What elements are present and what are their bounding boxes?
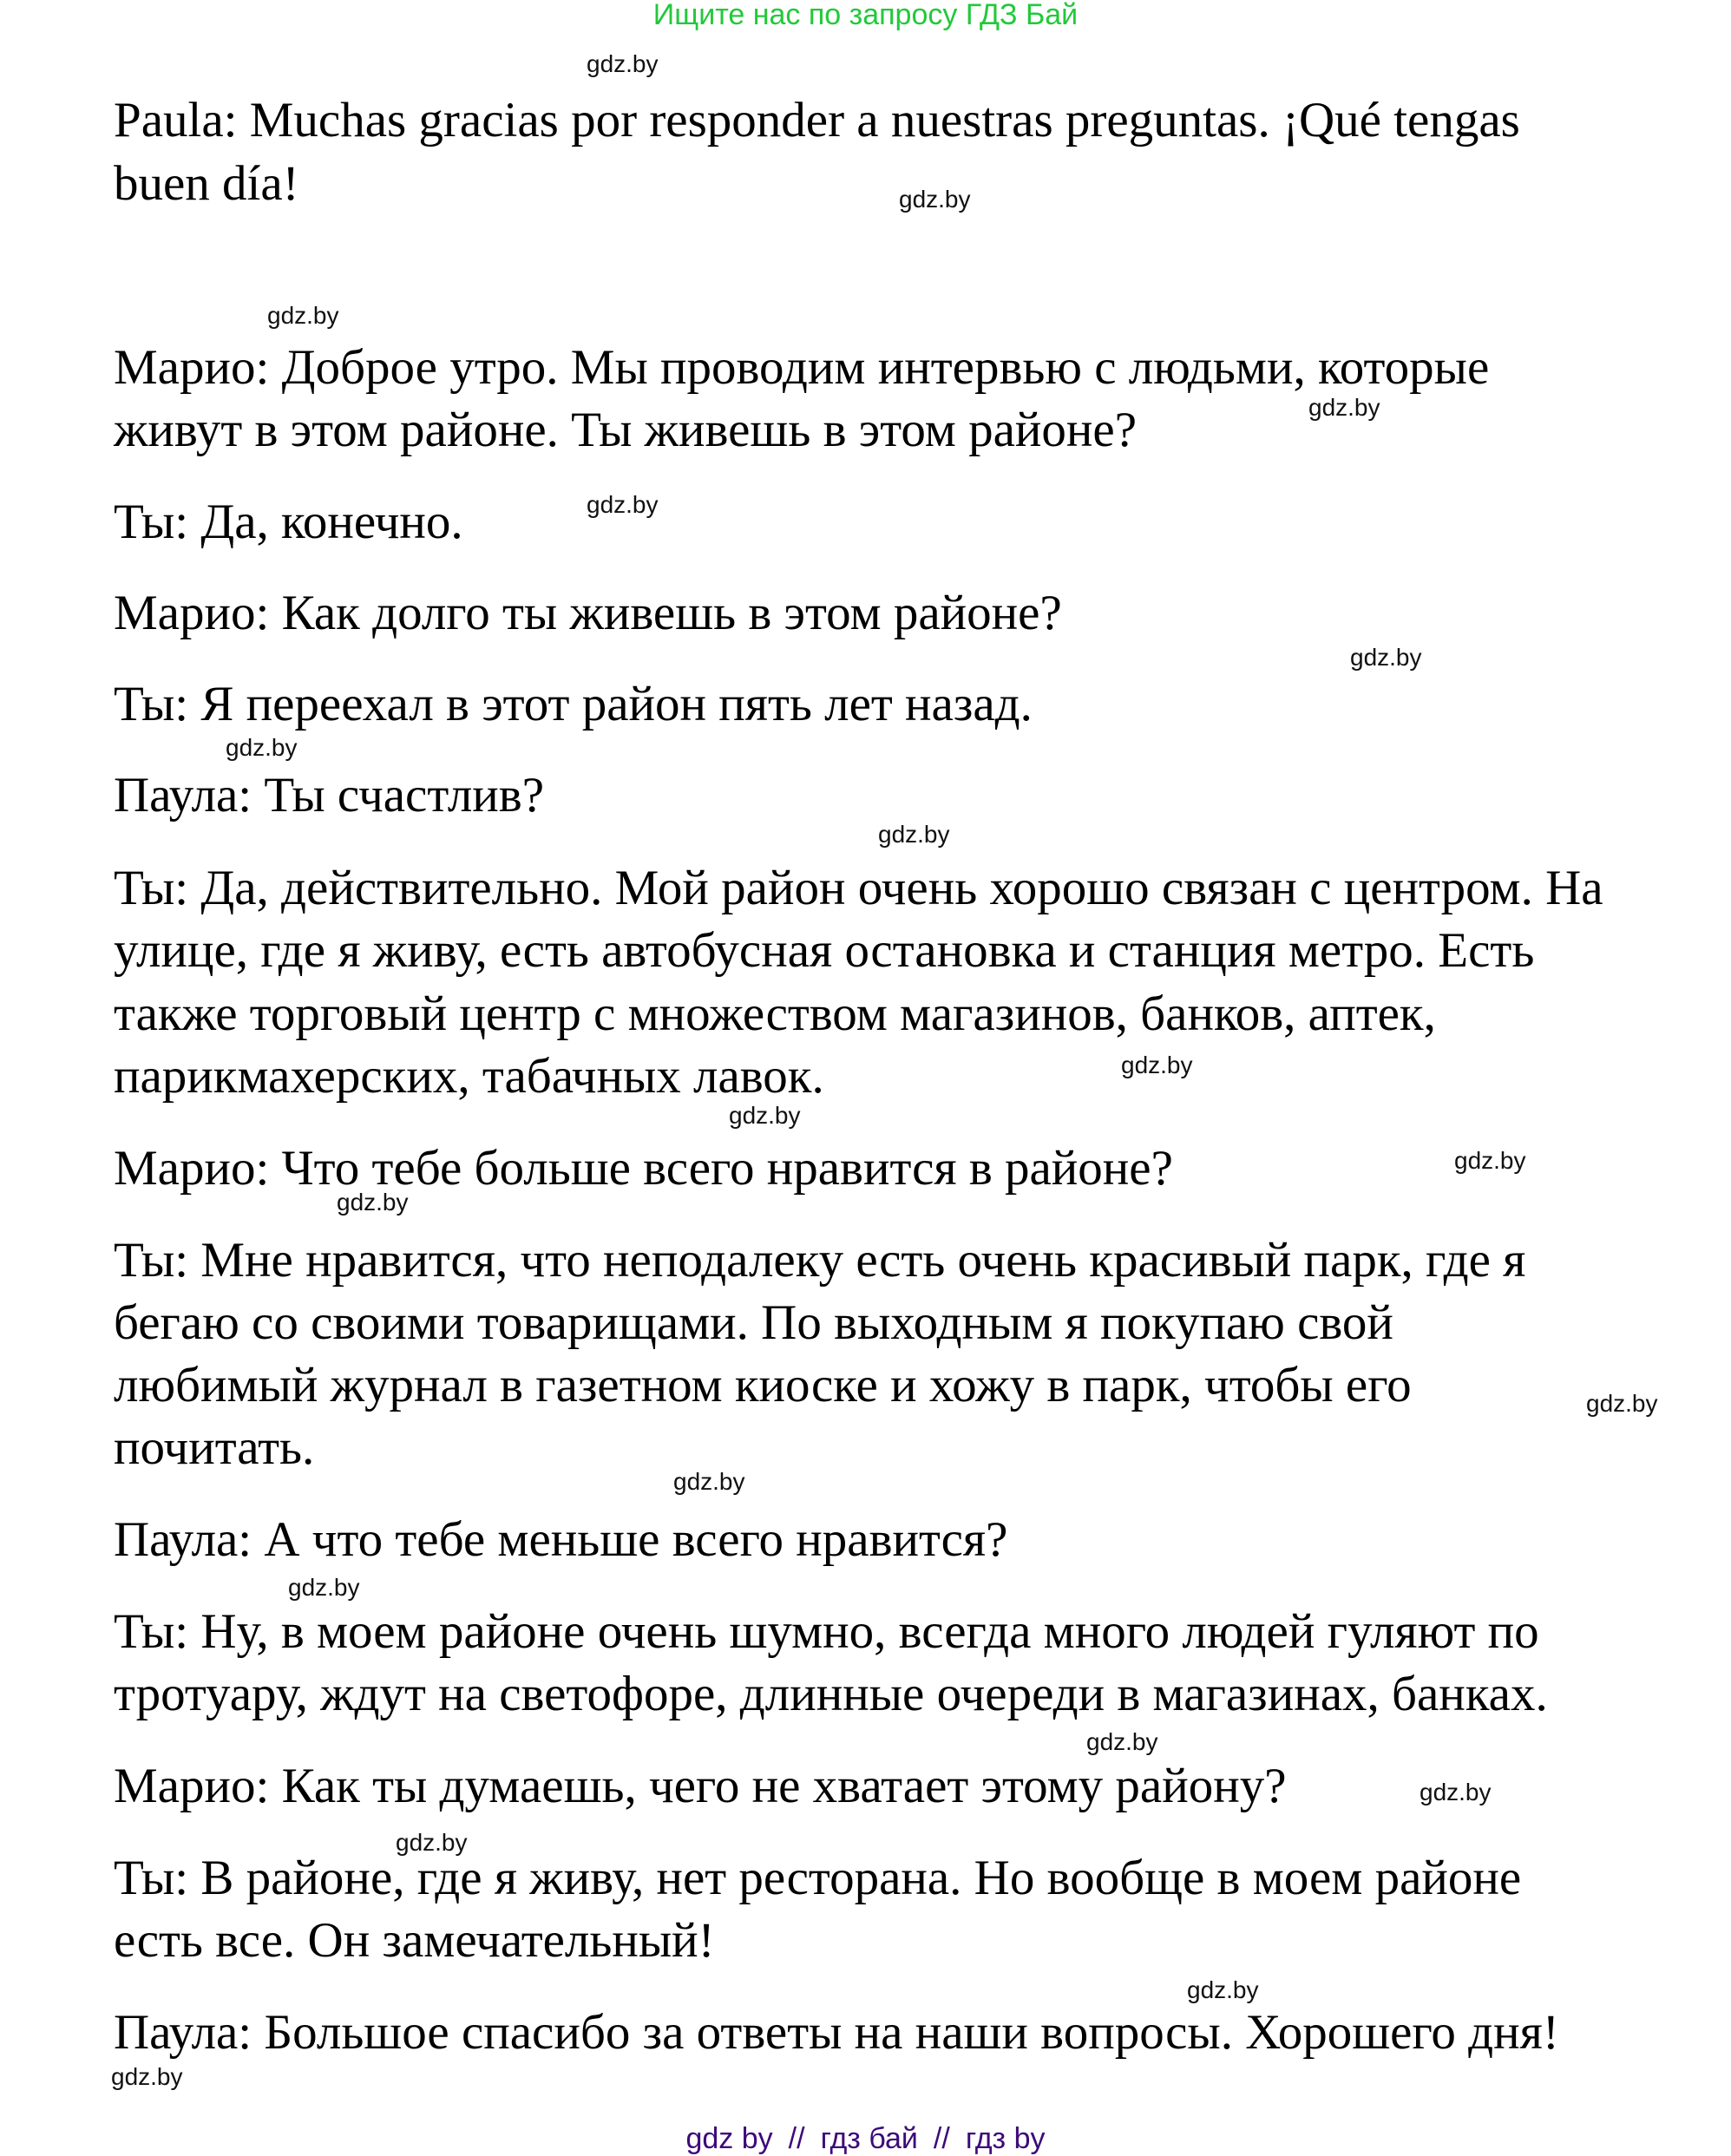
dialogue-line: Ты: Мне нравится, что неподалеку есть очень красивый парк, где я [114, 1233, 1526, 1288]
footer-link-gdz-by[interactable]: gdz by [685, 2122, 773, 2155]
dialogue-line: Паула: Большое спасибо за ответы на наши вопросы. Хорошего дня! [114, 2005, 1559, 2060]
dialogue-line: Ты: Ну, в моем районе очень шумно, всегда много людей гуляют по [114, 1604, 1539, 1659]
dialogue-line: Ты: В районе, где я живу, нет ресторана. Но вообще в моем районе [114, 1851, 1522, 1905]
dialogue-line: бегаю со своими товарищами. По выходным я покупаю свой [114, 1295, 1393, 1350]
watermark: gdz.by [673, 1468, 745, 1495]
watermark: gdz.by [587, 50, 659, 77]
footer-link-gdz-by-cyr[interactable]: гдз by [965, 2122, 1046, 2155]
watermark: gdz.by [1086, 1728, 1158, 1755]
dialogue-line: Паула: Ты счастлив? [114, 768, 544, 822]
watermark: gdz.by [1586, 1390, 1658, 1417]
watermark: gdz.by [226, 734, 298, 761]
dialogue-line: Марио: Как ты думаешь, чего не хватает этому району? [114, 1759, 1287, 1813]
dialogue-line: тротуару, ждут на светофоре, длинные очереди в магазинах, банках. [114, 1667, 1548, 1721]
dialogue-line: парикмахерских, табачных лавок. [114, 1049, 824, 1104]
watermark: gdz.by [1308, 394, 1380, 421]
watermark: gdz.by [288, 1574, 360, 1601]
dialogue-line: Ты: Я переехал в этот район пять лет назад. [114, 677, 1033, 731]
watermark: gdz.by [729, 1102, 801, 1129]
watermark: gdz.by [1454, 1147, 1526, 1174]
watermark: gdz.by [1350, 644, 1422, 671]
footer-link-gdz-bai[interactable]: гдз бай [820, 2122, 918, 2155]
dialogue-line: Марио: Что тебе больше всего нравится в районе? [114, 1141, 1173, 1196]
dialogue-line: Марио: Как долго ты живешь в этом районе? [114, 586, 1062, 640]
watermark: gdz.by [899, 186, 971, 213]
dialogue-line: Paula: Muchas gracias por responder a nuestras preguntas. ¡Qué tengas [114, 93, 1520, 147]
watermark: gdz.by [587, 491, 659, 518]
search-hint-banner: Ищите нас по запросу ГДЗ Бай [652, 0, 1079, 31]
footer-separator: // [933, 2122, 950, 2155]
dialogue-line: есть все. Он замечательный! [114, 1913, 715, 1968]
dialogue-line: buen día! [114, 156, 299, 211]
dialogue-line: любимый журнал в газетном киоске и хожу в парк, чтобы его [114, 1358, 1412, 1412]
watermark: gdz.by [1121, 1052, 1193, 1078]
dialogue-line: живут в этом районе. Ты живешь в этом районе? [114, 403, 1137, 457]
watermark: gdz.by [1187, 1976, 1259, 2003]
watermark: gdz.by [267, 302, 339, 329]
dialogue-line: Паула: А что тебе меньше всего нравится? [114, 1512, 1008, 1567]
dialogue-line: также торговый центр с множеством магазинов, банков, аптек, [114, 986, 1436, 1041]
watermark: gdz.by [878, 821, 950, 848]
dialogue-line: Марио: Доброе утро. Мы проводим интервью с людьми, которые [114, 340, 1490, 395]
dialogue-line: Ты: Да, конечно. [114, 495, 463, 549]
footer-separator: // [788, 2122, 805, 2155]
dialogue-line: почитать. [114, 1420, 315, 1475]
watermark: gdz.by [396, 1829, 468, 1856]
dialogue-line: улице, где я живу, есть автобусная остановка и станция метро. Есть [114, 923, 1535, 978]
dialogue-line: Ты: Да, действительно. Мой район очень хорошо связан с центром. На [114, 861, 1603, 915]
watermark: gdz.by [1420, 1779, 1492, 1805]
watermark: gdz.by [337, 1189, 409, 1216]
footer-links [0, 2124, 1731, 2153]
watermark: gdz.by [111, 2063, 183, 2090]
